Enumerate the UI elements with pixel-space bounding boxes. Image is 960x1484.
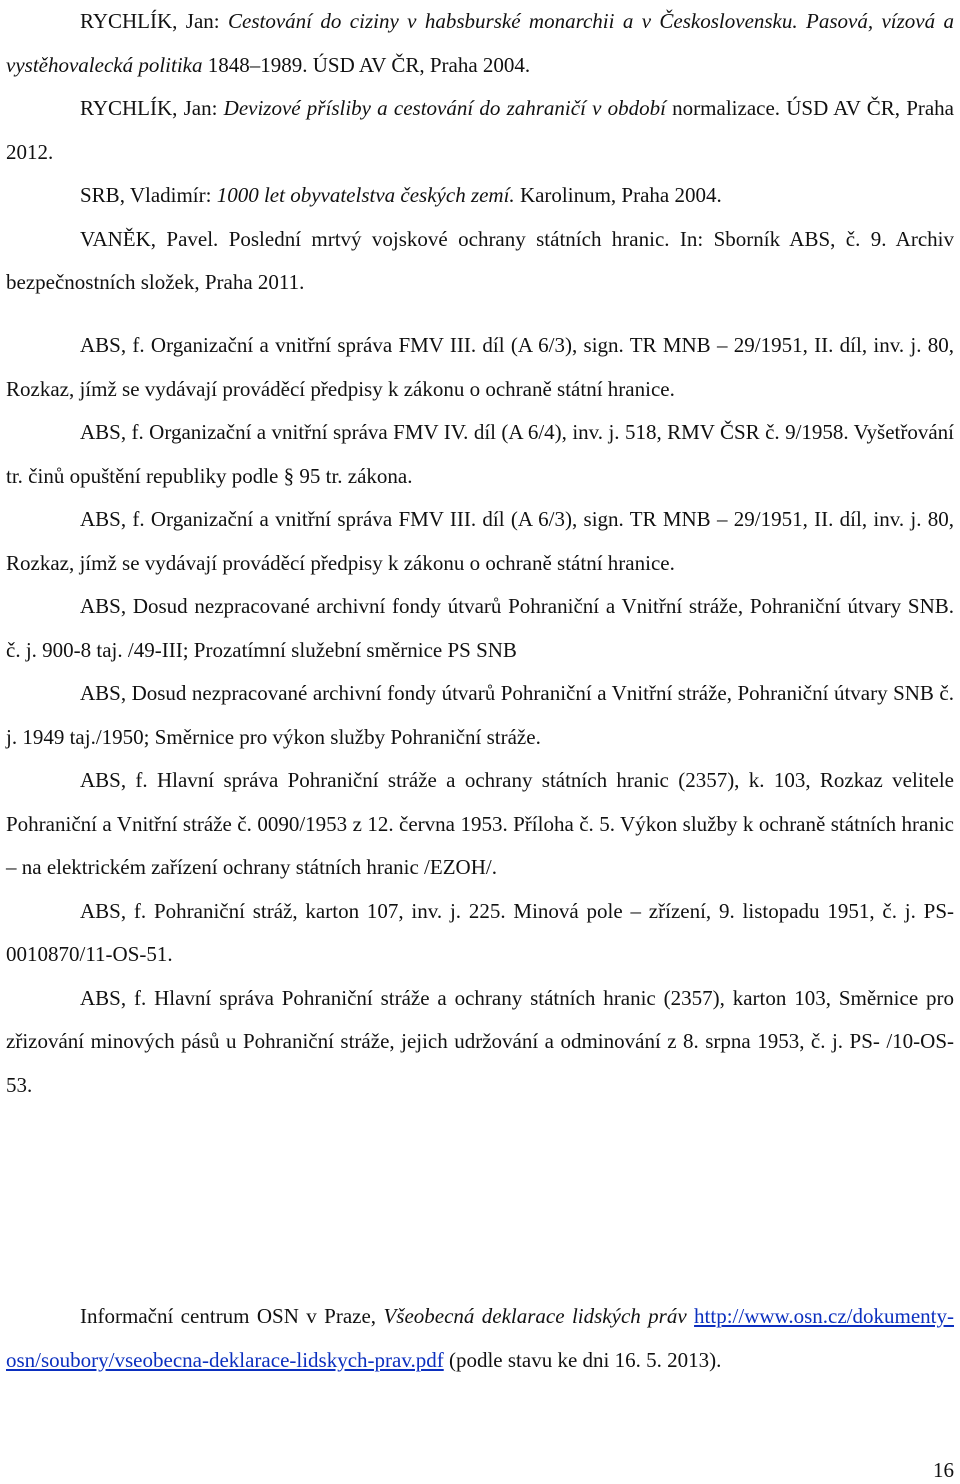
osn-declaration-link[interactable]: http://www.osn.cz/dokumenty-osn/soubory/vseobecna-deklarace-lidskych-prav.pdf (6, 1304, 954, 1372)
bib-title: 1000 let obyvatelstva českých zemí. (216, 183, 515, 207)
archive-entry: ABS, f. Organizační a vnitřní správa FMV III. díl (A 6/3), sign. TR MNB – 29/1951, II. díl, inv. j. 80, Rozkaz, jímž se vydávají prováděcí předpisy k zákonu o ochraně státní hranice. (6, 507, 954, 575)
bib-details: normalizace. ÚSD AV ČR, Praha 2012. (6, 96, 955, 164)
archive-entry: ABS, f. Organizační a vnitřní správa FMV III. díl (A 6/3), sign. TR MNB – 29/1951, II. díl, inv. j. 80, Rozkaz, jímž se vydávají prováděcí předpisy k zákonu o ochraně státní hranice. (6, 333, 954, 401)
web-entry-prefix: Informační centrum OSN v Praze, (80, 1304, 384, 1328)
bib-details: Karolinum, Praha 2004. (514, 183, 722, 207)
web-entry (6, 1295, 954, 1382)
archive-entry: ABS, Dosud nezpracované archivní fondy útvarů Pohraniční a Vnitřní stráže, Pohraniční útvary SNB. č. j. 900-8 taj. /49-III; Prozatímní služební směrnice PS SNB (6, 594, 954, 662)
web-entry-space (687, 1304, 694, 1328)
bib-author: RYCHLÍK, Jan: (80, 9, 229, 33)
archive-entry: ABS, Dosud nezpracované archivní fondy útvarů Pohraniční a Vnitřní stráže, Pohraniční útvary SNB č. j. 1949 taj./1950; Směrnice pro výkon služby Pohraniční stráže. (6, 681, 954, 749)
archive-entry: ABS, f. Pohraniční stráž, karton 107, inv. j. 225. Minová pole – zřízení, 9. listopadu 1951, č. j. PS-0010870/11-OS-51. (6, 898, 954, 966)
bib-entry (6, 218, 954, 305)
page-number: 16 (933, 1458, 954, 1482)
bib-author: VANĚK, Pavel. (80, 226, 229, 251)
bib-details: Poslední mrtvý vojskové ochrany státních hranic. In: Sborník ABS, č. 9. Archiv bezpečnostních složek, Praha 2011. (6, 226, 954, 294)
archive-entry: ABS, f. Organizační a vnitřní správa FMV IV. díl (A 6/4), inv. j. 518, RMV ČSR č. 9/1958. Vyšetřování tr. činů opuštění republiky podle § 95 tr. zákona. (6, 420, 954, 488)
bib-entry (6, 0, 954, 87)
web-entry-title: Všeobecná deklarace lidských práv (383, 1304, 687, 1328)
bib-author: RYCHLÍK, Jan: (80, 96, 224, 120)
bib-details: 1848–1989. ÚSD AV ČR, Praha 2004. (202, 52, 531, 77)
bibliography-web-sources (6, 1295, 954, 1382)
web-entry-suffix: (podle stavu ke dni 16. 5. 2013). (443, 1347, 722, 1372)
bibliography-archive-sources (6, 324, 954, 1107)
bib-entry (6, 174, 954, 218)
bibliography-literature (6, 0, 954, 305)
archive-entry: ABS, f. Hlavní správa Pohraniční stráže a ochrany státních hranic (2357), karton 103, Směrnice pro zřizování minových pásů u Pohraniční stráže, jejich udržování a odminování z 8. srpna 1953, č. j. PS- /10-OS-53. (6, 985, 954, 1097)
bib-title: Devizové přísliby a cestování do zahraničí v období (223, 96, 666, 120)
bib-author: SRB, Vladimír: (80, 183, 217, 207)
archive-entry: ABS, f. Hlavní správa Pohraniční stráže a ochrany státních hranic (2357), k. 103, Rozkaz velitele Pohraniční a Vnitřní stráže č. 0090/1953 z 12. června 1953. Příloha č. 5. Výkon služby k ochraně státních hranic – na elektrickém zařízení ochrany státních hranic /EZOH/. (6, 768, 954, 879)
bib-entry (6, 87, 954, 174)
bib-title: Cestování do ciziny v habsburské monarchii a v Československu. Pasová, vízová a vystěhovalecká politika (6, 9, 955, 77)
